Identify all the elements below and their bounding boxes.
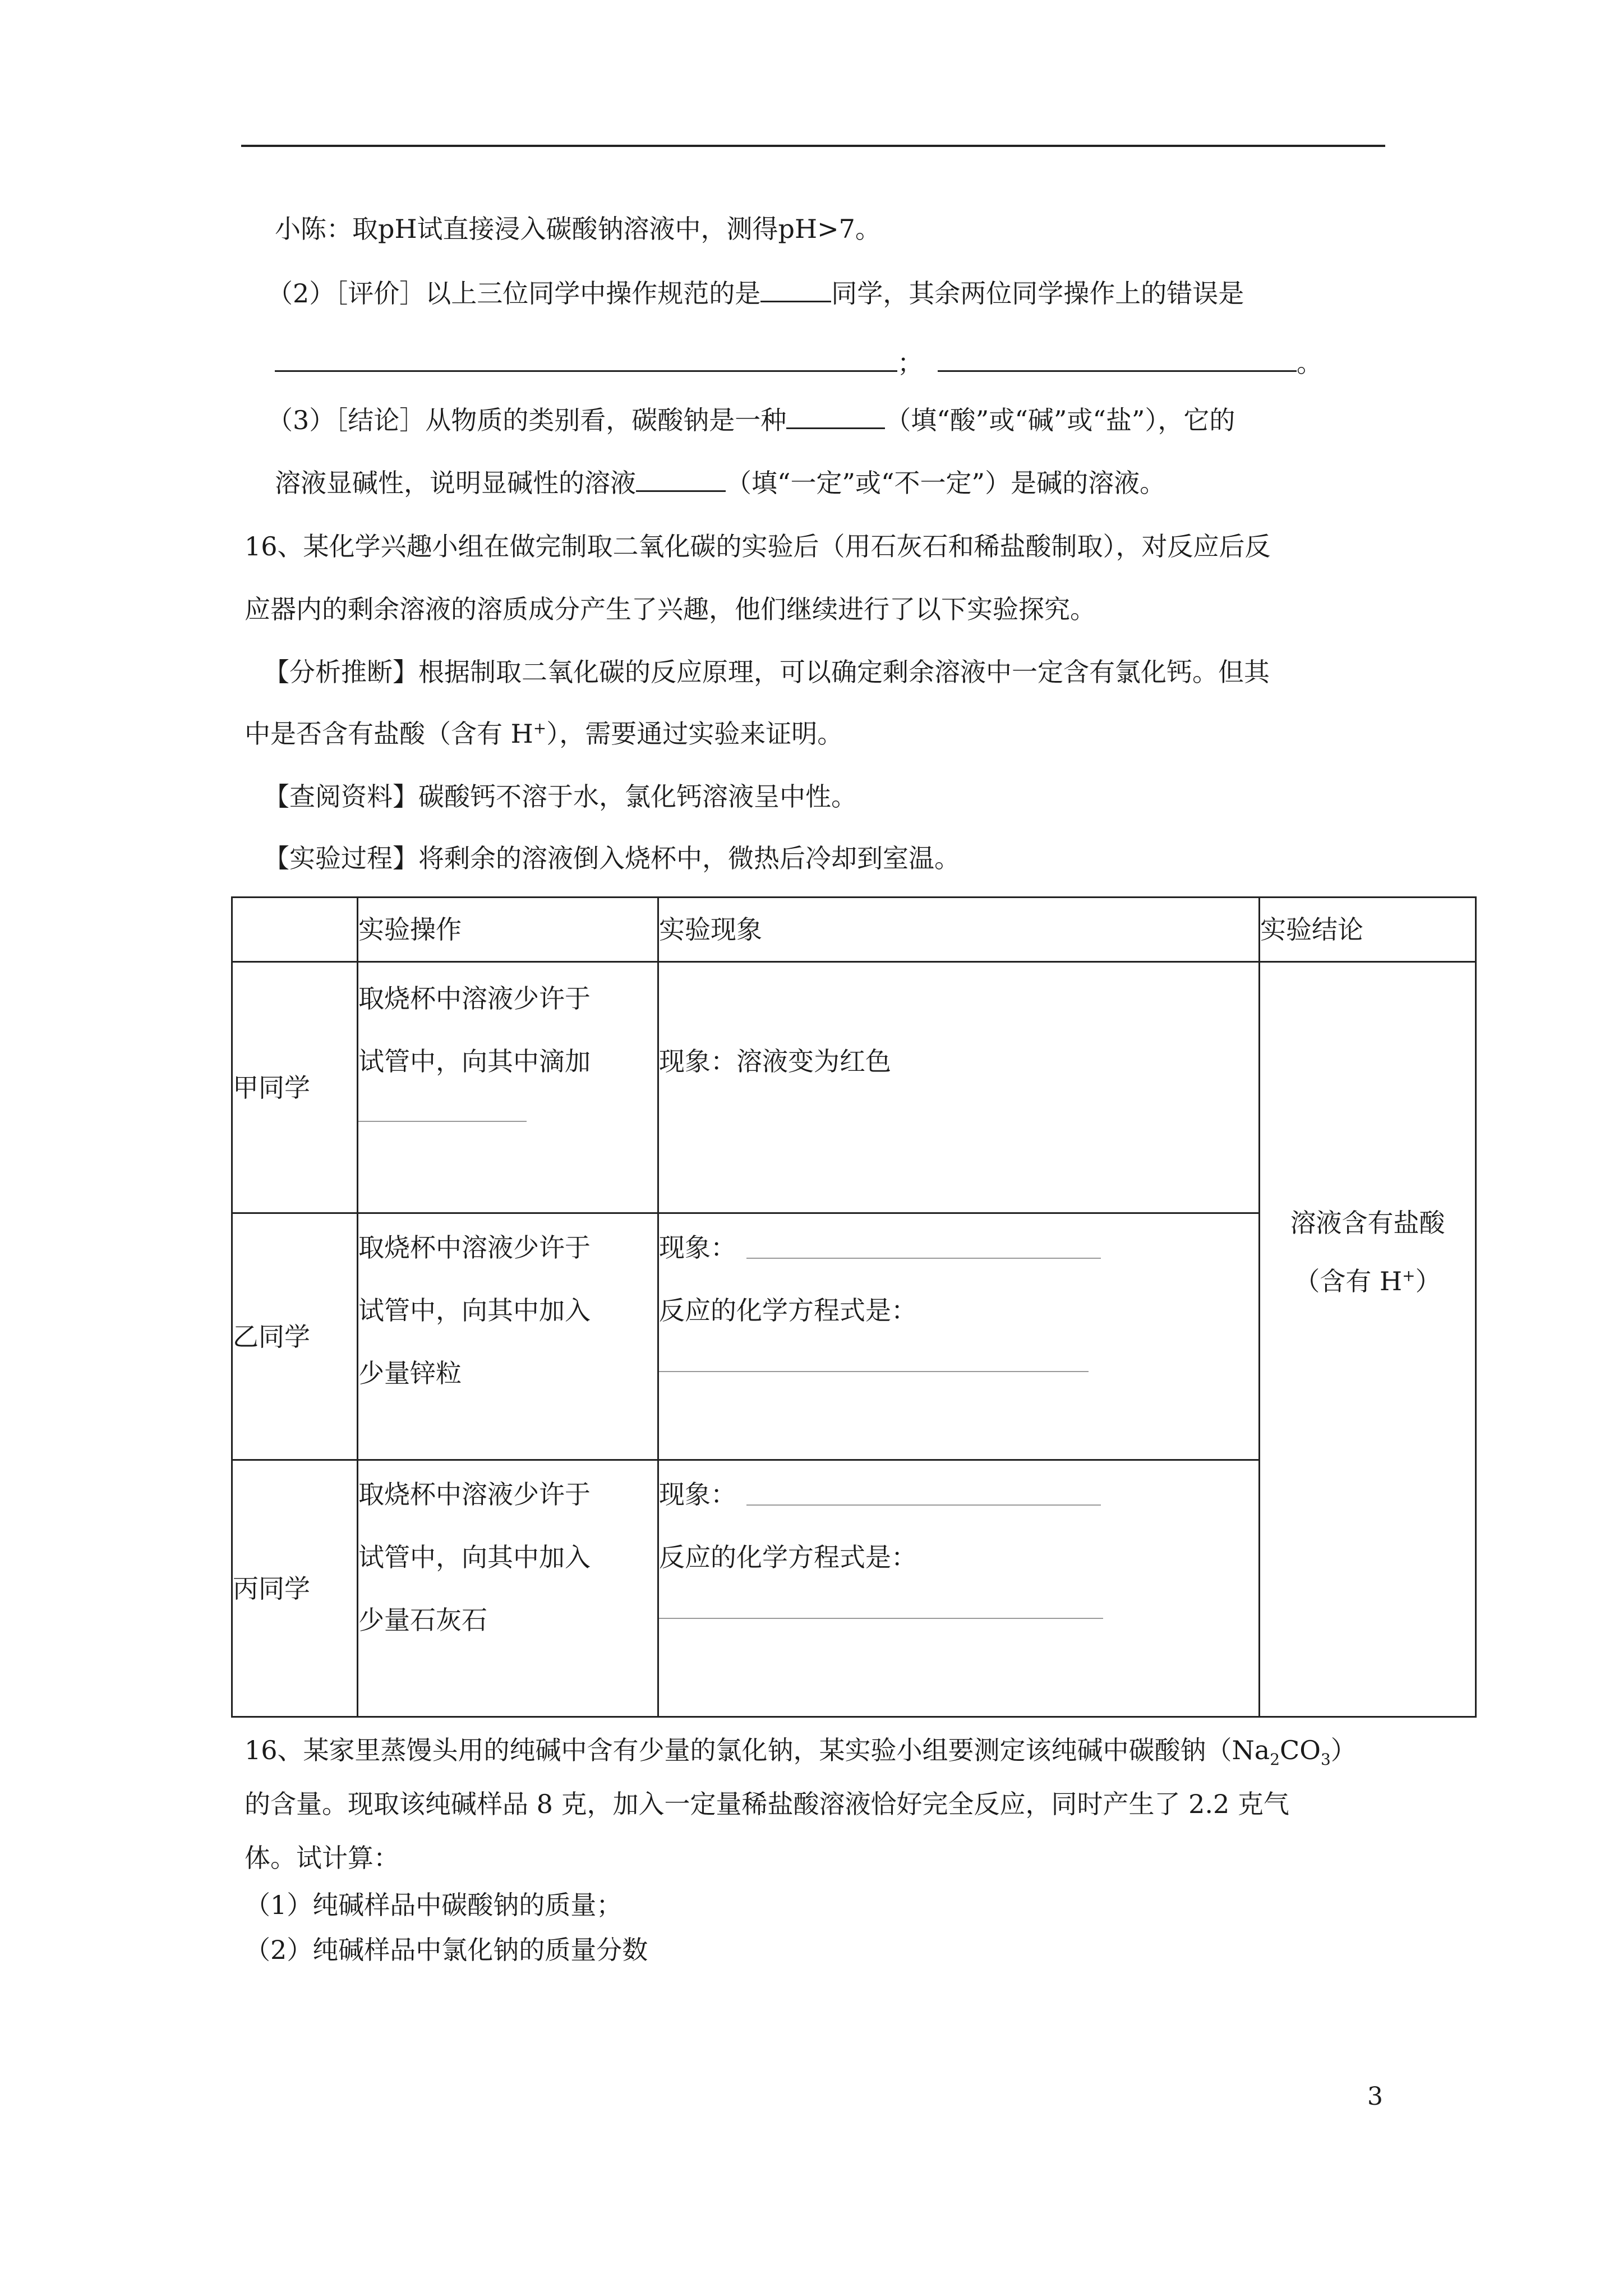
equation-bing-blank[interactable] (659, 1618, 1103, 1619)
phenomenon-jia: 现象：溶液变为红色 (658, 962, 1260, 1213)
table-header-row (232, 898, 1476, 962)
equation-yi-label: 反应的化学方程式是： (659, 1295, 917, 1326)
q16-intro-1: 16、某化学兴趣小组在做完制取二氧化碳的实验后（用石灰石和稀盐酸制取），对反应后反 (245, 531, 1271, 562)
header-phenomenon: 实验现象 (658, 898, 1260, 962)
reagent-blank[interactable] (358, 1121, 527, 1122)
operation-jia-line-1: 取烧杯中溶液少许于 (358, 983, 591, 1014)
phenomenon-yi-blank[interactable] (746, 1258, 1101, 1259)
equation-yi-blank-row (659, 1342, 1258, 1405)
operation-bing-line-3: 少量石灰石 (358, 1605, 487, 1635)
page-number: 3 (1367, 2082, 1383, 2111)
q2-blank-student[interactable] (760, 276, 831, 302)
q16b-line-3: 体。试计算： (245, 1843, 399, 1873)
phenomenon-yi-label: 现象： (659, 1232, 736, 1263)
q16b-line-1a: 16、某家里蒸馒头用的纯碱中含有少量的氯化钠，某实验小组要测定该纯碱中碳酸钠（Na (245, 1735, 1270, 1765)
phenomenon-yi-row (659, 1216, 1258, 1279)
header-empty (232, 898, 358, 962)
operation-yi-line-3: 少量锌粒 (358, 1358, 462, 1388)
q16b-line-1c: ） (1330, 1735, 1357, 1765)
q3-line-1 (267, 403, 1235, 437)
q3-blank-certainty[interactable] (636, 466, 726, 492)
o-subscript: 3 (1320, 1750, 1331, 1769)
q3-blank-category[interactable] (786, 403, 885, 429)
q3-line2-prefix: 溶液显碱性，说明显碱性的溶液 (275, 468, 636, 498)
operation-yi-line-1: 取烧杯中溶液少许于 (358, 1232, 591, 1263)
student-bing: 丙同学 (232, 1460, 358, 1717)
header-conclusion: 实验结论 (1260, 898, 1476, 962)
header-operation: 实验操作 (358, 898, 658, 962)
equation-yi-blank[interactable] (659, 1371, 1089, 1372)
phenomenon-bing-label: 现象： (659, 1479, 736, 1510)
q3-prefix: （3）［结论］从物质的类别看，碳酸钠是一种 (267, 405, 787, 435)
q16b-sub-1: （1）纯碱样品中碳酸钠的质量； (245, 1890, 623, 1920)
operation-cell-jia (358, 962, 658, 1213)
na-subscript: 2 (1270, 1750, 1280, 1769)
q16-reference: 【查阅资料】碳酸钙不溶于水，氯化钙溶液呈中性。 (264, 781, 857, 812)
q2-blank-error-2[interactable] (938, 346, 1297, 372)
conclusion-2a: （含有 H (1294, 1266, 1403, 1296)
conclusion-line-1: 溶液含有盐酸 (1290, 1208, 1445, 1238)
table-row (232, 962, 1476, 1213)
conclusion-h-plus-superscript: + (1402, 1266, 1415, 1285)
operation-jia-blank-row (358, 1093, 657, 1156)
equation-bing-label: 反应的化学方程式是： (659, 1542, 917, 1572)
q16b-line-1 (245, 1733, 1357, 1767)
h-plus-superscript: + (533, 719, 547, 738)
q3-line-2 (275, 466, 1165, 500)
student-yi: 乙同学 (232, 1213, 358, 1460)
q2-end: 。 (1297, 348, 1322, 378)
operation-jia-line-2: 试管中，向其中滴加 (358, 1046, 591, 1076)
q2-blank-error-1[interactable] (275, 346, 897, 372)
operation-yi-line-2: 试管中，向其中加入 (358, 1295, 591, 1326)
q2-suffix: 同学，其余两位同学操作上的错误是 (831, 278, 1244, 309)
xiaochen-line: 小陈：取pH试直接浸入碳酸钠溶液中，测得pH>7。 (275, 214, 881, 244)
q16-analysis-2b: ），需要通过实验来证明。 (546, 719, 843, 749)
q3-line2-suffix: （填“一定”或“不一定”）是碱的溶液。 (726, 468, 1166, 498)
q2-errors-line (275, 346, 1322, 380)
operation-cell-bing (358, 1460, 658, 1717)
q16-analysis-1: 【分析推断】根据制取二氧化碳的反应原理，可以确定剩余溶液中一定含有氯化钙。但其 (264, 657, 1270, 687)
q2-separator: ； (897, 348, 923, 378)
q16b-line-1b: CO (1280, 1735, 1321, 1765)
q16-analysis-2 (245, 717, 843, 751)
operation-bing-line-2: 试管中，向其中加入 (358, 1542, 591, 1572)
phenomenon-bing-row (659, 1463, 1258, 1526)
operation-bing-line-1: 取烧杯中溶液少许于 (358, 1479, 591, 1510)
operation-cell-yi (358, 1213, 658, 1460)
q3-suffix: （填“酸”或“碱”或“盐”），它的 (885, 405, 1235, 435)
student-jia: 甲同学 (232, 962, 358, 1213)
conclusion-cell (1260, 962, 1476, 1717)
q16-process: 【实验过程】将剩余的溶液倒入烧杯中，微热后冷却到室温。 (264, 843, 960, 873)
q16-intro-2: 应器内的剩余溶液的溶质成分产生了兴趣，他们继续进行了以下实验探究。 (245, 594, 1096, 624)
equation-bing-blank-row (659, 1589, 1258, 1651)
q2-prefix: （2）［评价］以上三位同学中操作规范的是 (267, 278, 761, 309)
conclusion-line-2 (1260, 1252, 1475, 1310)
q2-line (267, 276, 1244, 310)
q16b-sub-2: （2）纯碱样品中氯化钠的质量分数 (245, 1935, 648, 1965)
q16-analysis-2a: 中是否含有盐酸（含有 H (245, 719, 533, 749)
experiment-table (231, 896, 1477, 1718)
phenomenon-cell-yi (658, 1213, 1260, 1460)
conclusion-2b: ） (1415, 1266, 1441, 1296)
phenomenon-bing-blank[interactable] (746, 1504, 1101, 1506)
q16b-line-2: 的含量。现取该纯碱样品 8 克，加入一定量稀盐酸溶液恰好完全反应，同时产生了 2.2 克气 (245, 1789, 1289, 1819)
header-rule (241, 145, 1385, 147)
phenomenon-cell-bing (658, 1460, 1260, 1717)
